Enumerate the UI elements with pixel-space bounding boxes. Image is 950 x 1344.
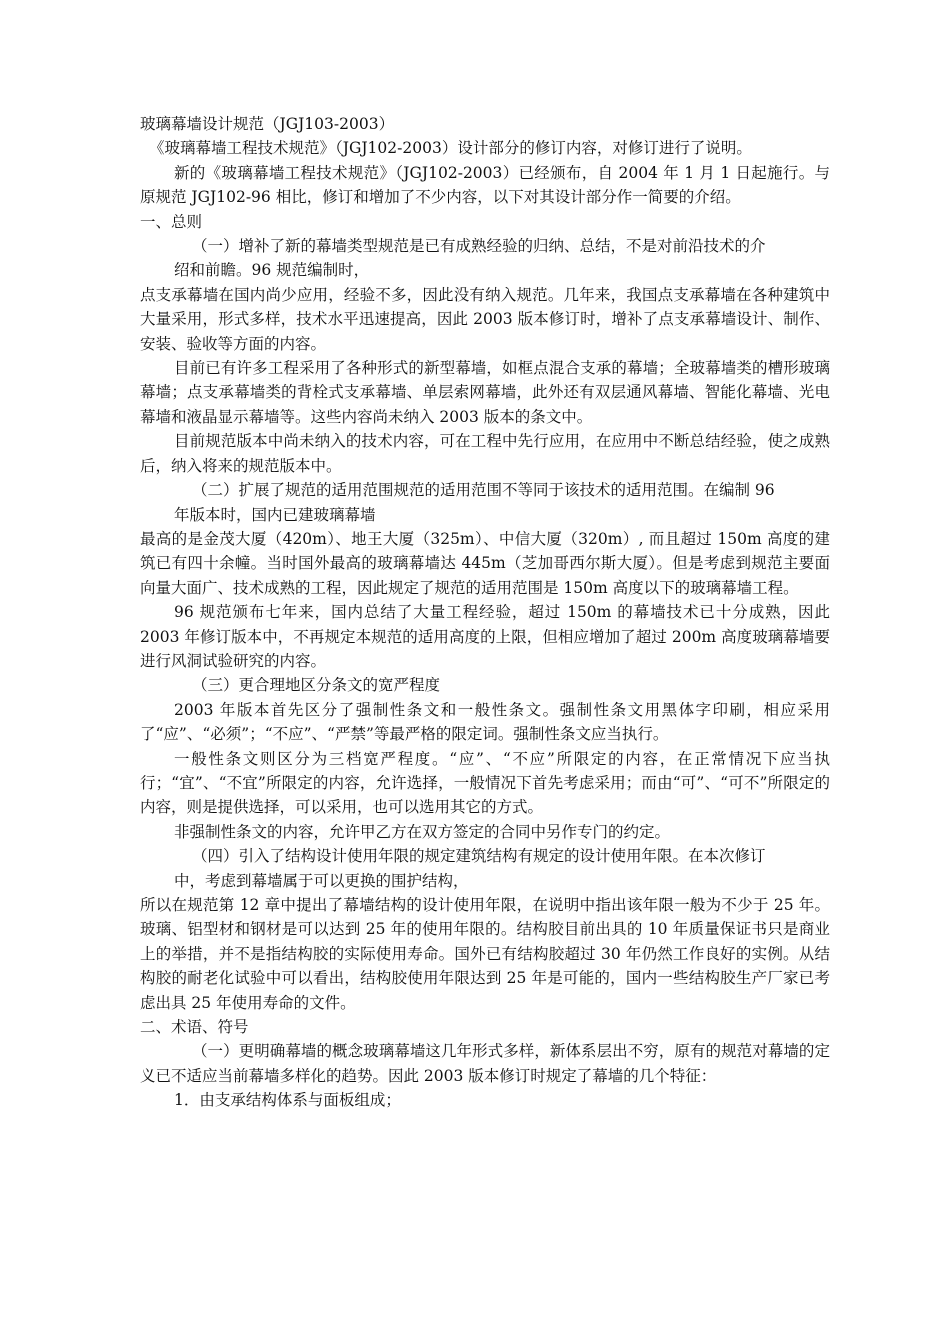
- subsection-2-heading: （二）扩展了规范的适用范围规范的适用范围不等同于该技术的适用范围。在编制 96: [192, 481, 775, 500]
- subsection-terms-1: （一）更明确幕墙的概念玻璃幕墙这几年形式多样，新体系层出不穷，原有的规范对幕墙的定义已不适应当前幕墙多样化的趋势。因此 2003 版本修订时规定了幕墙的几个特征：: [140, 1042, 830, 1085]
- document-title: 玻璃幕墙设计规范（JGJ103-2003）: [140, 115, 395, 133]
- paragraph: 96 规范颁布七年来，国内总结了大量工程经验，超过 150m 的幕墙技术已十分成熟，因此 2003 年修订版本中，不再规定本规范的适用高度的上限，但相应增加了超过 200m 高度玻璃幕墙要进行风洞试验研究的内容。: [140, 603, 830, 670]
- subsection-4-heading-cont: 中，考虑到幕墙属于可以更换的围护结构，: [174, 871, 469, 890]
- paragraph: 目前规范版本中尚未纳入的技术内容，可在工程中先行应用，在应用中不断总结经验，使之成熟后，纳入将来的规范版本中。: [140, 432, 830, 475]
- paragraph: 目前已有许多工程采用了各种形式的新型幕墙，如框点混合支承的幕墙；全玻幕墙类的槽形玻璃幕墙；点支承幕墙类的背栓式支承幕墙、单层索网幕墙，此外还有双层通风幕墙、智能化幕墙、光电幕墙和液晶显示幕墙等。这些内容尚未纳入 2003 版本的条文中。: [140, 359, 830, 426]
- paragraph: 所以在规范第 12 章中提出了幕墙结构的设计使用年限，在说明中指出该年限一般为不少于 25 年。玻璃、铝型材和钢材是可以达到 25 年的使用年限的。结构胶目前出具的 10 年质量保证书只是商业上的举措，并不是指结构胶的实际使用寿命。国外已有结构胶超过 30 年仍然工作良好的实例。从结构胶的耐老化试验中可以看出，结构胶使用年限达到 25 年是可能的，国内一些结构胶生产厂家已考虑出具 25 年使用寿命的文件。: [140, 896, 830, 1012]
- document-subtitle: 《玻璃幕墙工程技术规范》（JGJ102-2003）设计部分的修订内容，对修订进行了说明。: [149, 139, 752, 158]
- paragraph: 非强制性条文的内容，允许甲乙方在双方签定的合同中另作专门的约定。: [174, 822, 671, 841]
- intro-paragraph: 新的《玻璃幕墙工程技术规范》（JGJ102-2003）已经颁布，自 2004 年 1 月 1 日起施行。与原规范 JGJ102-96 相比，修订和增加了不少内容，以下对其设计部分作一简要的介绍。: [140, 163, 830, 207]
- document-body: [140, 112, 830, 1113]
- paragraph: 最高的是金茂大厦（420m）、地王大厦（325m）、中信大厦（320m）, 而且超过 150m 高度的建筑已有四十余幢。当时国外最高的玻璃幕墙达 445m（芝加哥西尔斯大厦）。但是考虑到规范主要面向量大面广、技术成熟的工程，因此规定了规范的适用范围是 150m 高度以下的玻璃幕墙工程。: [140, 529, 830, 597]
- subsection-1-heading: （一）增补了新的幕墙类型规范是已有成熟经验的归纳、总结，不是对前沿技术的介: [192, 237, 766, 256]
- subsection-3-heading: （三）更合理地区分条文的宽严程度: [192, 676, 441, 695]
- paragraph: 点支承幕墙在国内尚少应用，经验不多，因此没有纳入规范。几年来，我国点支承幕墙在各种建筑中大量采用，形式多样，技术水平迅速提高，因此 2003 版本修订时，增补了点支承幕墙设计、制作、安装、验收等方面的内容。: [140, 285, 830, 353]
- section-heading-terms: 二、术语、符号: [140, 1018, 249, 1037]
- subsection-4-heading: （四）引入了结构设计使用年限的规定建筑结构有规定的设计使用年限。在本次修订: [192, 847, 766, 866]
- section-heading-general: 一、总则: [140, 212, 203, 231]
- list-item: 1．由支承结构体系与面板组成；: [174, 1091, 401, 1110]
- subsection-2-heading-cont: 年版本时，国内已建玻璃幕墙: [174, 505, 376, 524]
- paragraph: 2003 年版本首先区分了强制性条文和一般性条文。强制性条文用黑体字印刷，相应采用了“应”、“必须”；“不应”、“严禁”等最严格的限定词。强制性条文应当执行。: [140, 700, 830, 744]
- paragraph: 一般性条文则区分为三档宽严程度。“应”、“不应”所限定的内容，在正常情况下应当执行；“宜”、“不宜”所限定的内容，允许选择，一般情况下首先考虑采用；而由“可”、“可不”所限定的内容，则是提供选择，可以采用，也可以选用其它的方式。: [140, 749, 830, 817]
- subsection-1-heading-cont: 绍和前瞻。96 规范编制时，: [174, 261, 370, 280]
